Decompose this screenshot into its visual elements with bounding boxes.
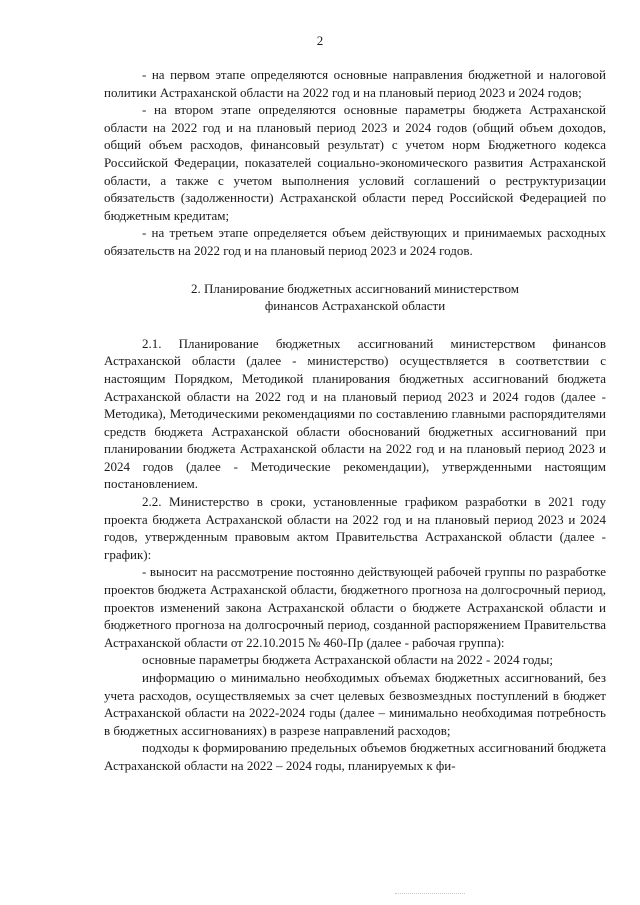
document-body [104, 66, 606, 775]
paragraph-approaches: подходы к формированию предельных объемов бюджетных ассигнований бюджета Астраханской области на 2022 – 2024 годы, планируемых к фи- [104, 740, 606, 773]
paragraph-2-2: 2.2. Министерство в сроки, установленные графиком разработки в 2021 году проекта бюджета Астраханской области на 2022 год и на плановый период 2023 и 2024 годов, утвержденным правовым актом Правительства Астраханской области (далее - график): [104, 494, 606, 562]
paragraph-stage-1: - на первом этапе определяются основные направления бюджетной и налоговой политики Астраханской области на 2022 год и на плановый период 2023 и 2024 годов; [104, 67, 606, 100]
paragraph-stage-2: - на втором этапе определяются основные параметры бюджета Астраханской области на 2022 год и на плановый период 2023 и 2024 годов (общий объем доходов, общий объем расходов, финансовый результат) с учетом норм Бюджетного кодекса Российской Федерации, показателей социально-экономического развития Астраханской области, а также с учетом выполнения условий соглашений о реструктуризации обязательств (задолженности) Астраханской области перед Российской Федерацией по бюджетным кредитам; [104, 102, 606, 223]
scan-artifact-line [395, 893, 465, 895]
paragraph-minimal-needs: информацию о минимально необходимых объемах бюджетных ассигнований, без учета расходов, осуществляемых за счет целевых безвозмездных поступлений в бюджет Астраханской области на 2022-2024 годы (далее – минимально необходимая потребность в бюджетных ассигнованиях) в разрезе направлений расходов; [104, 670, 606, 738]
section-heading-line-1: 2. Планирование бюджетных ассигнований министерством [191, 280, 519, 296]
section-heading-line-2: финансов Астраханской области [264, 298, 446, 314]
section-heading [104, 280, 606, 315]
paragraph-2-1: 2.1. Планирование бюджетных ассигнований министерством финансов Астраханской области (далее - министерство) осуществляется в соответствии с настоящим Порядком, Методикой планирования бюджетных ассигнований бюджета Астраханской области на 2022 год и на плановый период 2023 и 2024 годов (далее - Методика), Методическими рекомендациями по составлению главными распорядителями средств бюджета Астраханской области обоснований бюджетных ассигнований при планировании бюджета Астраханской области на 2022 год и на плановый период 2023 и 2024 годов (далее - Методические рекомендации), утвержденными настоящим постановлением. [104, 335, 606, 492]
page-number: 2 [316, 33, 324, 48]
paragraph-working-group: - выносит на рассмотрение постоянно действующей рабочей группы по разработке проектов бюджета Астраханской области, бюджетного прогноза на долгосрочный период, проектов изменений закона Астраханской области о бюджете Астраханской области и бюджетного прогноза на долгосрочный период, созданной распоряжением Правительства Астраханской области от 22.10.2015 № 460-Пр (далее - рабочая группа): [104, 564, 606, 650]
paragraph-main-parameters: основные параметры бюджета Астраханской области на 2022 - 2024 годы; [142, 652, 553, 668]
paragraph-stage-3: - на третьем этапе определяется объем действующих и принимаемых расходных обязательств на 2022 год и на плановый период 2023 и 2024 годов. [104, 225, 606, 258]
